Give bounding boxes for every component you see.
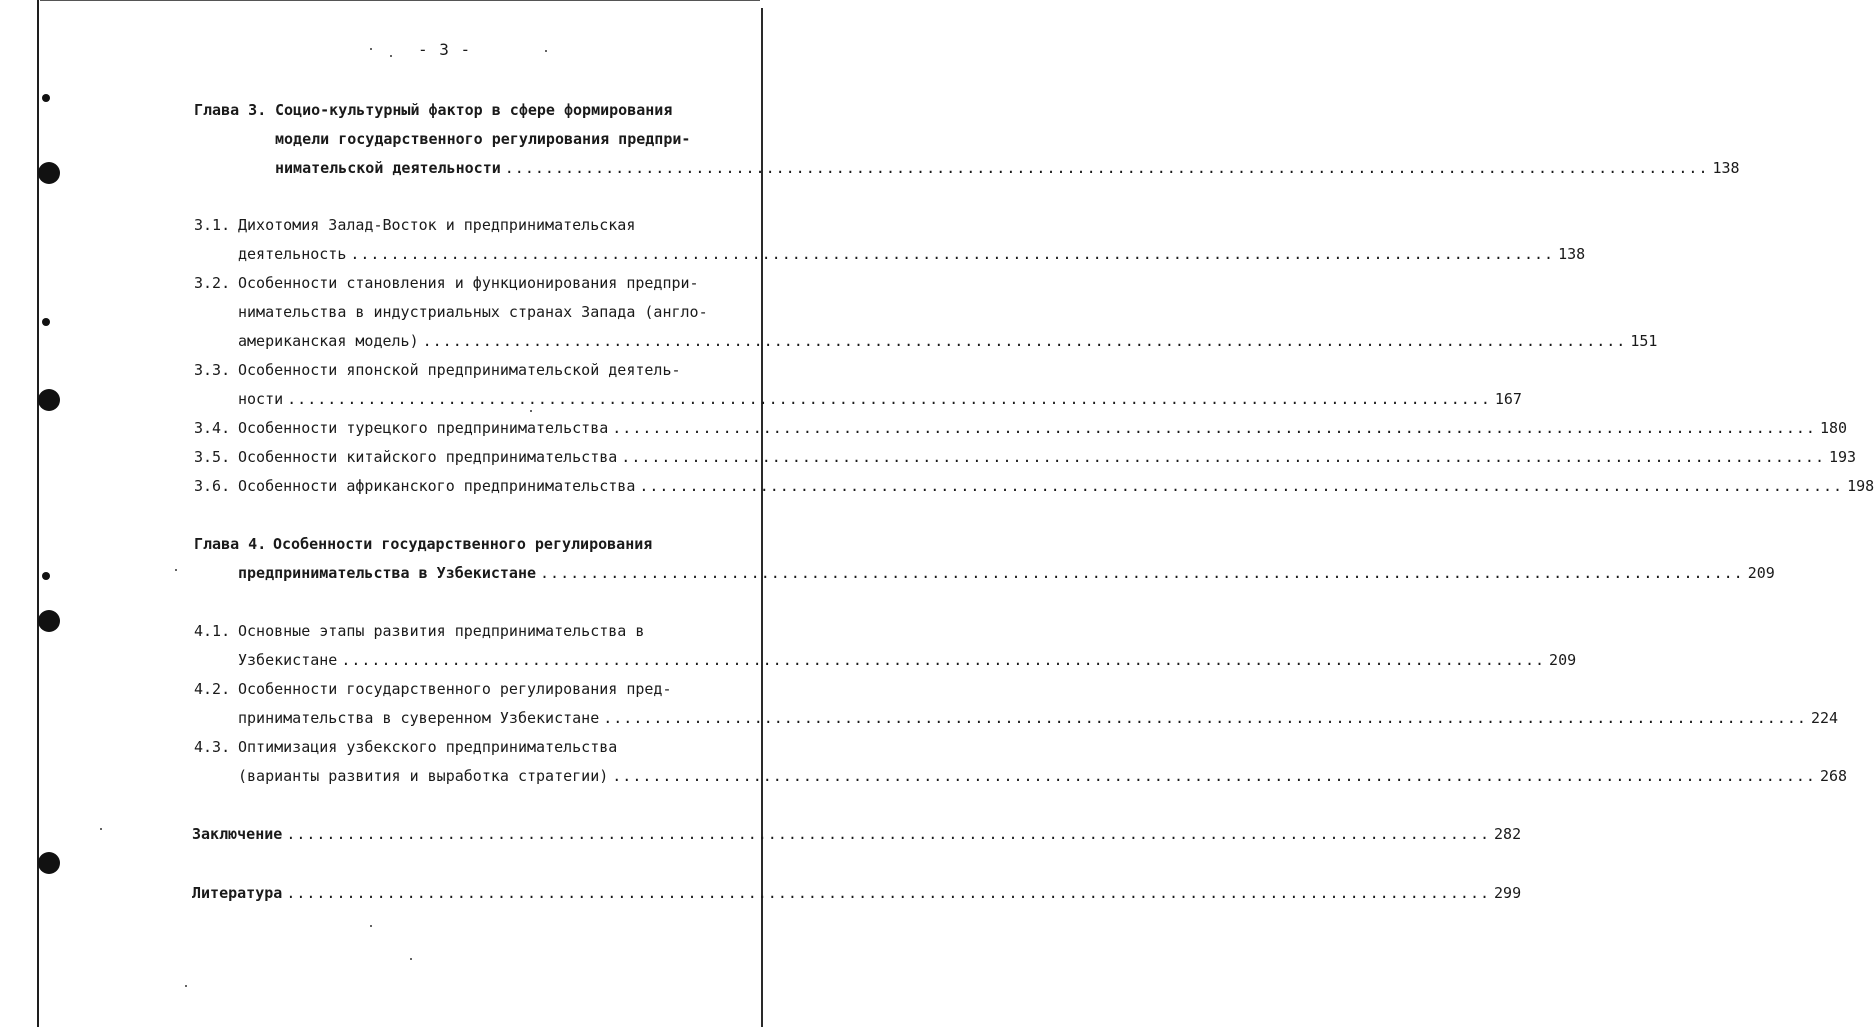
section-4-3-page: 268 [1819,767,1848,785]
section-3-3-number: 3.3. [194,361,231,379]
binding-mark [42,572,50,580]
scan-speck [545,50,547,52]
section-4-3-number: 4.3. [194,738,231,756]
section-4-2-entry [238,709,1839,727]
section-3-1-entry [238,245,1586,263]
section-4-1-line-2: Узбекистане [238,651,338,669]
scan-speck [175,569,177,571]
scan-speck [410,958,412,960]
punch-hole [38,162,60,184]
literature-page: 299 [1494,884,1522,902]
section-3-5-entry [238,448,1857,466]
section-3-4-title: Особенности турецкого предпринимательства [238,419,609,437]
leader-dots: ........................................................................................................................ [603,709,1807,727]
scan-speck [390,55,392,57]
literature-entry [192,884,1522,902]
chapter-4-title-line-1: Особенности государственного регулирования [273,535,653,553]
binding-mark [42,318,50,326]
section-3-1-number: 3.1. [194,216,231,234]
conclusion-entry [192,825,1522,843]
conclusion-label: Заключение [192,825,283,843]
section-3-3-entry [238,390,1522,408]
section-3-2-line-1: Особенности становления и функционирования предпри- [238,274,699,292]
punch-hole [38,610,60,632]
section-3-6-number: 3.6. [194,477,231,495]
punch-hole [38,389,60,411]
leader-dots: ........................................................................................................................ [286,825,1491,843]
section-3-6-entry [238,477,1874,495]
chapter-3-entry [275,159,1740,177]
section-3-6-page: 198 [1847,477,1874,495]
section-3-2-entry [238,332,1658,350]
chapter-3-title-line-3: нимательской деятельности [275,159,501,177]
leader-dots: ........................................................................................................................ [287,390,1491,408]
section-4-2-line-1: Особенности государственного регулирования пред- [238,680,672,698]
section-3-2-line-2: нимательства в индустриальных странах Запада (англо- [238,303,708,321]
chapter-3-prefix: Глава 3. [194,101,267,119]
chapter-3-title-line-1: Социо-культурный фактор в сфере формирования [275,101,673,119]
section-4-1-page: 209 [1549,651,1577,669]
leader-dots: ........................................................................................................................ [540,564,1744,582]
section-3-3-page: 167 [1494,390,1522,408]
leader-dots: ........................................................................................................................ [341,651,1546,669]
section-3-3-line-2: ности [238,390,284,408]
section-4-1-line-1: Основные этапы развития предпринимательства в [238,622,645,640]
leader-dots: ........................................................................................................................ [621,448,1825,466]
chapter-3-title-line-2: модели государственного регулирования предпри- [275,130,691,148]
conclusion-page: 282 [1494,825,1522,843]
section-3-2-line-3: американская модель) [238,332,419,350]
binding-mark [42,94,50,102]
section-3-3-line-1: Особенности японской предпринимательской деятель- [238,361,681,379]
chapter-4-title-line-2: предпринимательства в Узбекистане [238,564,537,582]
section-4-3-line-2: (варианты развития и выработка стратегии) [238,767,609,785]
scan-speck [185,985,187,987]
leader-dots: ........................................................................................................................ [422,332,1627,350]
section-4-2-number: 4.2. [194,680,231,698]
section-4-2-page: 224 [1810,709,1839,727]
scan-speck [370,925,372,927]
section-3-4-page: 180 [1819,419,1848,437]
chapter-4-entry [238,564,1775,582]
leader-dots: ........................................................................................................................ [612,767,1816,785]
literature-label: Литература [192,884,283,902]
chapter-3-page: 138 [1712,159,1740,177]
scan-speck [100,828,102,830]
section-3-2-number: 3.2. [194,274,231,292]
section-3-5-page: 193 [1829,448,1857,466]
leader-dots: ........................................................................................................................ [612,419,1816,437]
scan-left-edge [37,0,39,1027]
section-3-1-line-1: Дихотомия Залад-Восток и предпринимательская [238,216,636,234]
scan-top-edge [40,0,760,1]
section-3-1-page: 138 [1558,245,1586,263]
scan-speck [530,410,532,412]
section-3-4-entry [238,419,1848,437]
section-4-3-line-1: Оптимизация узбекского предпринимательства [238,738,618,756]
section-4-1-entry [238,651,1577,669]
section-4-3-entry [238,767,1848,785]
section-3-4-number: 3.4. [194,419,231,437]
punch-hole [38,852,60,874]
chapter-4-page: 209 [1747,564,1775,582]
section-3-6-title: Особенности африканского предпринимательства [238,477,636,495]
section-3-5-number: 3.5. [194,448,231,466]
leader-dots: ........................................................................................................................ [350,245,1555,263]
section-4-2-line-2: принимательства в суверенном Узбекистане [238,709,600,727]
leader-dots: ........................................................................................................................ [504,159,1709,177]
scan-speck [370,48,372,50]
leader-dots: ........................................................................................................................ [286,884,1491,902]
section-4-1-number: 4.1. [194,622,231,640]
section-3-2-page: 151 [1630,332,1658,350]
section-3-5-title: Особенности китайского предпринимательства [238,448,618,466]
chapter-4-prefix: Глава 4. [194,535,267,553]
page-number: - 3 - [418,40,472,59]
leader-dots: ........................................................................................................................ [639,477,1844,495]
section-3-1-line-2: деятельность [238,245,347,263]
